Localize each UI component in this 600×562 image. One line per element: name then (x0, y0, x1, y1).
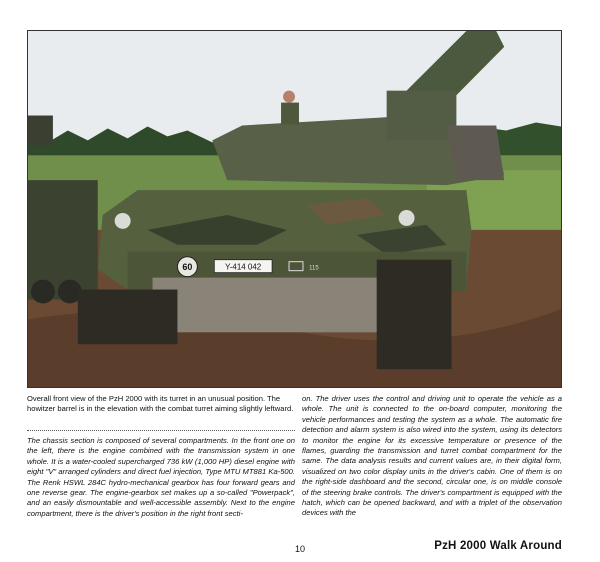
body-text-left: The chassis section is composed of several compartments. In the front one on the left, there is the engine combined with the transmission system in one whole. It is a water-cooled supercharged 736 kW (1,000 HP) diesel engine with eight "V" arranged cylinders and direct fuel injection, Type MTU MT881 Ka-500. The Renk HSWL 284C hydro-mechanical gearbox has four forward gears and one reverse gear. The engine-gearbox set makes up a so-called "Powerpack", and an easily dismountable and well-accessible assembly. Next to the engine compartment, there is the driver's position in the right front secti- (27, 436, 295, 518)
vehicle-photo (27, 30, 562, 388)
body-text-right: on. The driver uses the control and driving unit to operate the vehicle as a whole. The unit is connected to the on-board computer, monitoring the vehicle performances and testing the system as a whole. The automatic fire detection and alarm system is also wired into the system, using its detectors to monitor the engine for its excessive temperature or presence of the flames, guarding the transmission and turret combat compartment for the same. The data analysis results and current values are, in their digital form, visualized on two color display units in the driver's cabin. One of them is on the right-side dashboard and the second, circular one, is on middle console of the steering brake controls. The driver's compartment is equipped with the hatch, which can be opened backward, and with a triplet of the observation devices with the (302, 394, 562, 518)
photo-caption: Overall front view of the PzH 2000 with its turret in an unusual position. The howitzer barrel is in the elevation with the combat turret aiming slightly leftward. (27, 394, 294, 414)
turret-number: 60 (182, 262, 193, 273)
caption-divider (27, 430, 295, 431)
running-title: PzH 2000 Walk Around (434, 540, 562, 552)
page-number: 10 (294, 544, 305, 554)
license-plate: Y-414 042 (225, 262, 262, 272)
hull-marking: 115 (309, 265, 319, 272)
